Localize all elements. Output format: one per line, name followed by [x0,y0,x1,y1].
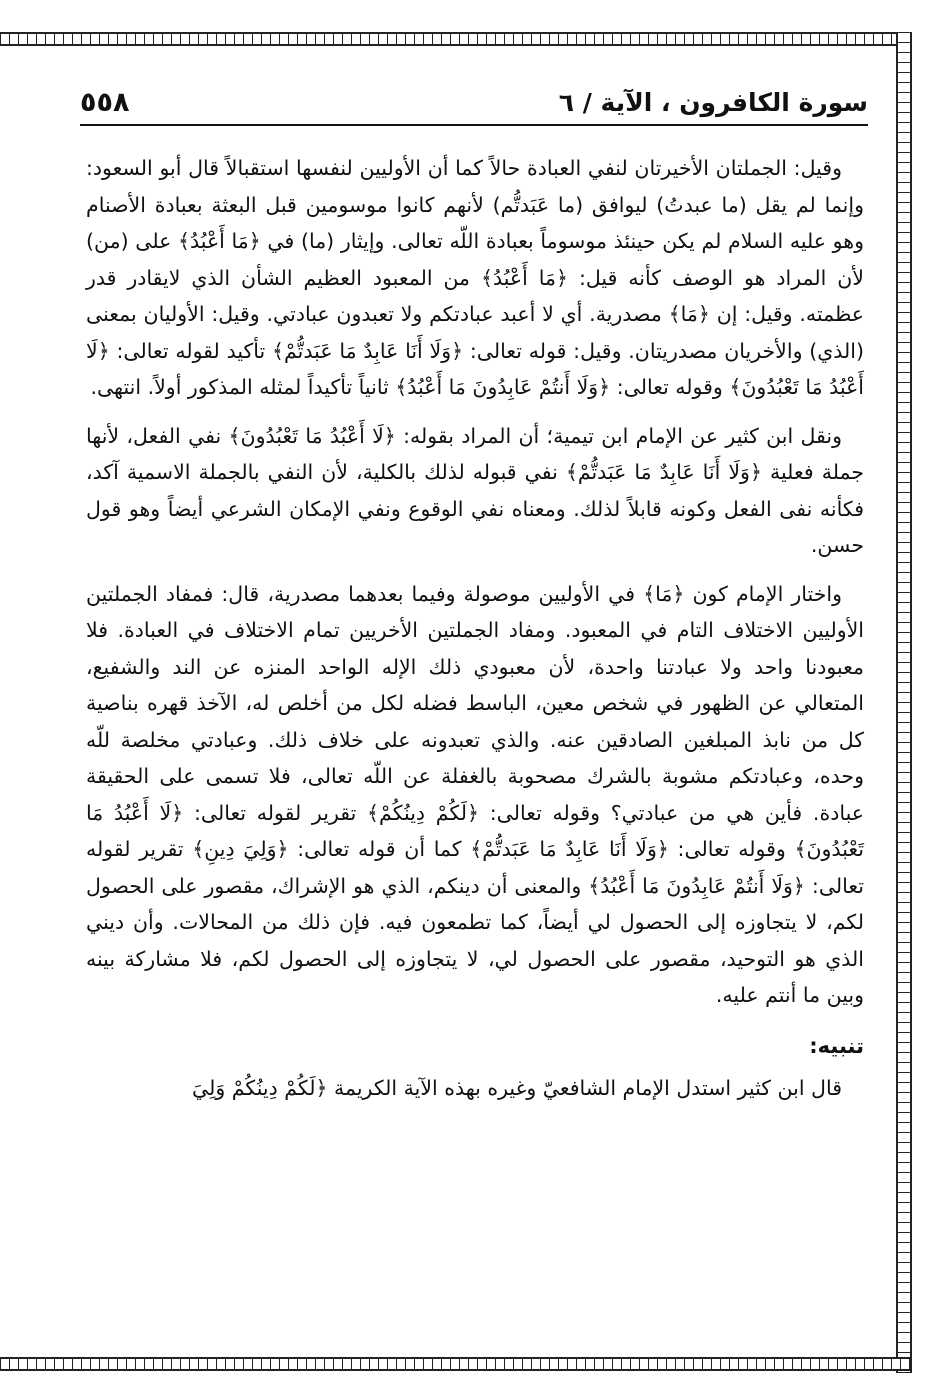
running-title: سورة الكافرون ، الآية / ٦ [558,87,868,117]
decorative-border-top [0,32,910,46]
paragraph: ونقل ابن كثير عن الإمام ابن تيمية؛ أن المراد بقوله: ﴿لَا أَعْبُدُ مَا تَعْبُدُونَ﴾ نفي الفعل، لأنها جملة فعلية ﴿وَلَا أَنَا عَابِدٌ مَا عَبَدتُّمْ﴾ نفي قبوله لذلك بالكلية، لأن النفي بالجملة الاسمية آكد، فكأنه نفى الفعل وكونه قابلاً لذلك. ومعناه نفي الوقوع ونفي الإمكان الشرعي أيضاً وهو قول حسن. [86,423,864,557]
decorative-border-bottom [0,1357,910,1371]
page-number: ٥٥٨ [80,86,130,118]
paragraph: وقيل: الجملتان الأخيرتان لنفي العبادة حالاً كما أن الأوليين لنفسها استقبالاً قال أبو السعود: وإنما لم يقل (ما عبدتُ) ليوافق (ما عَبَدتُّم) لأنهم كانوا موسومين قبل البعثة بعبادة الأصنام وهو عليه السلام لم يكن حينئذ موسوماً بعبادة اللّه تعالى. وإيثار (ما) في ﴿مَا أَعْبُدُ﴾ على (من) لأن المراد هو الوصف كأنه قيل: ﴿مَا أَعْبُدُ﴾ من المعبود العظيم الشأن الذي لايقادر قدر عظمته. وقيل: إن ﴿مَا﴾ مصدرية. أي لا أعبد عبادتكم ولا تعبدون عبادتي. وقيل: الأوليان بمعنى (الذي) والأخريان مصدريتان. وقيل: قوله تعالى: ﴿وَلَا أَنَا عَابِدٌ مَا عَبَدتُّمْ﴾ تأكيد لقوله تعالى: ﴿لَا أَعْبُدُ مَا تَعْبُدُونَ﴾ وقوله تعالى: ﴿وَلَا أَنتُمْ عَابِدُونَ مَا أَعْبُدُ﴾ ثانياً تأكيداً لمثله المذكور أولاً. انتهى. [86,156,864,399]
page-header [80,80,868,126]
paragraph: واختار الإمام كون ﴿مَا﴾ في الأوليين موصولة وفيما بعدهما مصدرية، قال: فمفاد الجملتين الأوليين الاختلاف التام في المعبود. ومفاد الجملتين الأخريين تمام الاختلاف في العبادة. فلا معبودنا واحد ولا عبادتنا واحدة، لأن معبودي ذلك الإله الواحد المنزه عن الند والشفيع، المتعالي عن الظهور في شخص معين، الباسط فضله لكل من أخلص له، الآخذ قهره بناصية كل من نابذ المبلغين الصادقين عنه. والذي تعبدونه على خلاف ذلك. وعبادتي مخلصة للّه وحده، وعبادتكم مشوبة بالشرك مصحوبة بالغفلة عن اللّه تعالى، فلا تسمى على الحقيقة عبادة. فأين هي من عبادتي؟ وقوله تعالى: ﴿لَكُمْ دِينُكُمْ﴾ تقرير لقوله تعالى: ﴿لَا أَعْبُدُ مَا تَعْبُدُونَ﴾ وقوله تعالى: ﴿وَلَا أَنَا عَابِدٌ مَا عَبَدتُّمْ﴾ كما أن قوله تعالى: ﴿وَلِيَ دِينِ﴾ تقرير لقوله تعالى: ﴿وَلَا أَنتُمْ عَابِدُونَ مَا أَعْبُدُ﴾ والمعنى أن دينكم، الذي هو الإشراك، مقصور على الحصول لكم، لا يتجاوزه إلى الحصول لي أيضاً، كما تطمعون فيه. فإن ذلك من المحالات. وأن ديني الذي هو التوحيد، مقصور على الحصول لي، لا يتجاوزه إلى الحصول لكم، فلا مشاركة بينه وبين ما أنتم عليه. [86,581,864,1007]
note-heading: تنبيه: [809,1033,864,1058]
paragraph: قال ابن كثير استدل الإمام الشافعيّ وغيره بهذه الآية الكريمة ﴿لَكُمْ دِينُكُمْ وَلِيَ [191,1075,842,1100]
page-body [86,150,864,1118]
decorative-border-right [896,32,912,1373]
